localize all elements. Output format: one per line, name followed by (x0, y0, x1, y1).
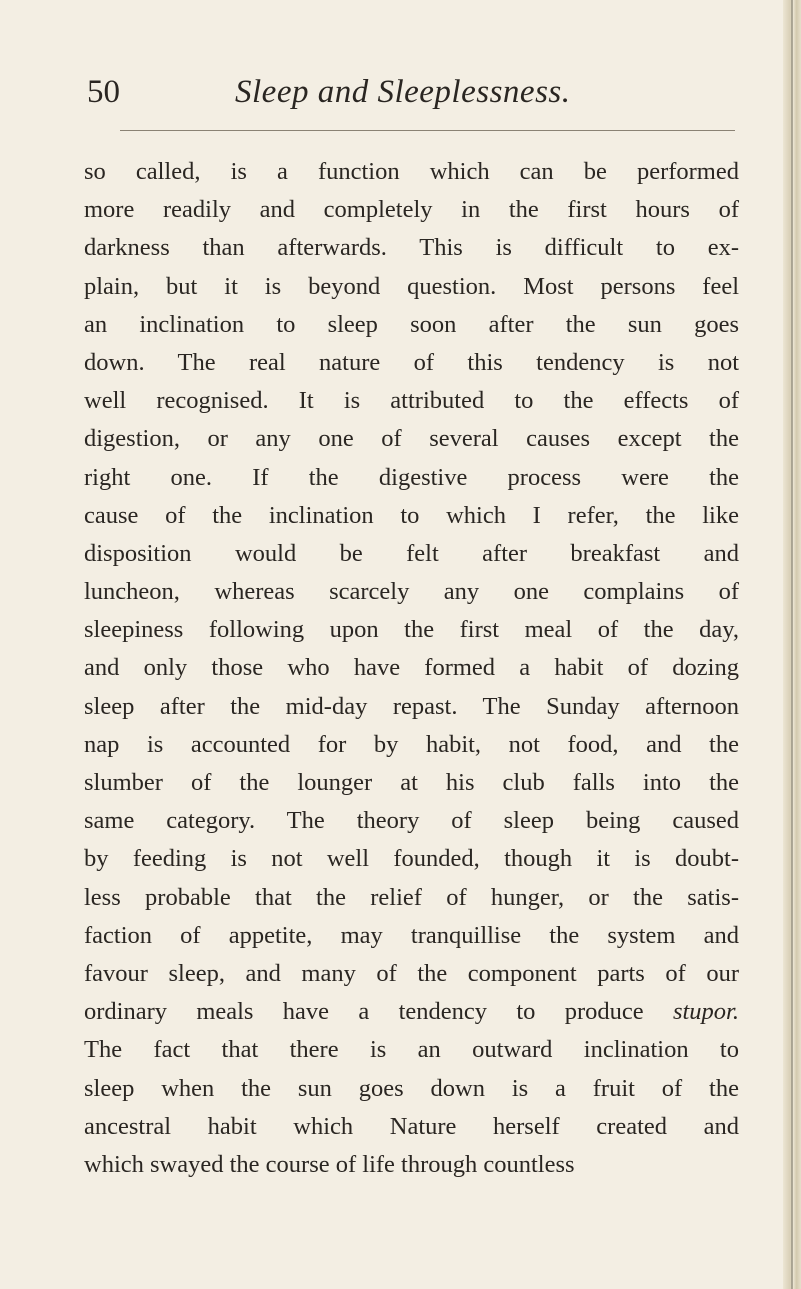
text-line: an inclination to sleep soon after the sun goes (84, 310, 739, 338)
text-line: The fact that there is an outward inclination to (84, 1036, 739, 1064)
text-line: so called, is a function which can be performed (84, 158, 739, 185)
text-line: sleep after the mid-day repast. The Sunday afternoon (84, 692, 739, 720)
italic-word: stupor. (672, 998, 739, 1026)
text-line: which swayed the course of life through countless (84, 1150, 575, 1178)
text-line: ancestral habit which Nature herself created and (84, 1112, 739, 1140)
text-line: down. The real nature of this tendency is not (84, 348, 739, 376)
text-line: and only those who have formed a habit of dozing (84, 654, 739, 682)
text-line: faction of appetite, may tranquillise the system and (84, 921, 739, 949)
text-line: darkness than afterwards. This is difficult to ex- (84, 234, 739, 262)
header-rule (120, 130, 735, 131)
text-line: by feeding is not well founded, though it is doubt- (84, 845, 739, 873)
running-head (87, 72, 737, 112)
running-title: Sleep and Sleeplessness. (235, 74, 571, 110)
text-line: cause of the inclination to which I refer, the like (84, 501, 739, 529)
text-segment: ordinary meals have a tendency to produce (84, 998, 644, 1026)
text-line: slumber of the lounger at his club falls into the (84, 769, 739, 796)
text-line: sleepiness following upon the first meal of the day, (84, 616, 739, 644)
text-line: luncheon, whereas scarcely any one complains of (84, 578, 739, 606)
text-line: nap is accounted for by habit, not food, and the (84, 730, 739, 758)
page-edge-line (791, 0, 793, 1289)
text-line: same category. The theory of sleep being caused (84, 807, 739, 835)
text-line: less probable that the relief of hunger, or the satis- (84, 883, 739, 911)
text-line-with-italic (84, 993, 739, 1031)
text-line: favour sleep, and many of the component parts of our (84, 959, 739, 987)
text-line: well recognised. It is attributed to the effects of (84, 387, 739, 415)
body-text (84, 153, 739, 1184)
text-line: plain, but it is beyond question. Most persons feel (84, 272, 739, 300)
text-line: sleep when the sun goes down is a fruit of the (84, 1074, 739, 1102)
text-line: digestion, or any one of several causes except the (84, 425, 739, 453)
text-line: more readily and completely in the first hours of (84, 196, 739, 224)
page-number: 50 (87, 74, 120, 110)
text-line: disposition would be felt after breakfast and (84, 539, 739, 567)
text-line: right one. If the digestive process were the (84, 463, 739, 491)
